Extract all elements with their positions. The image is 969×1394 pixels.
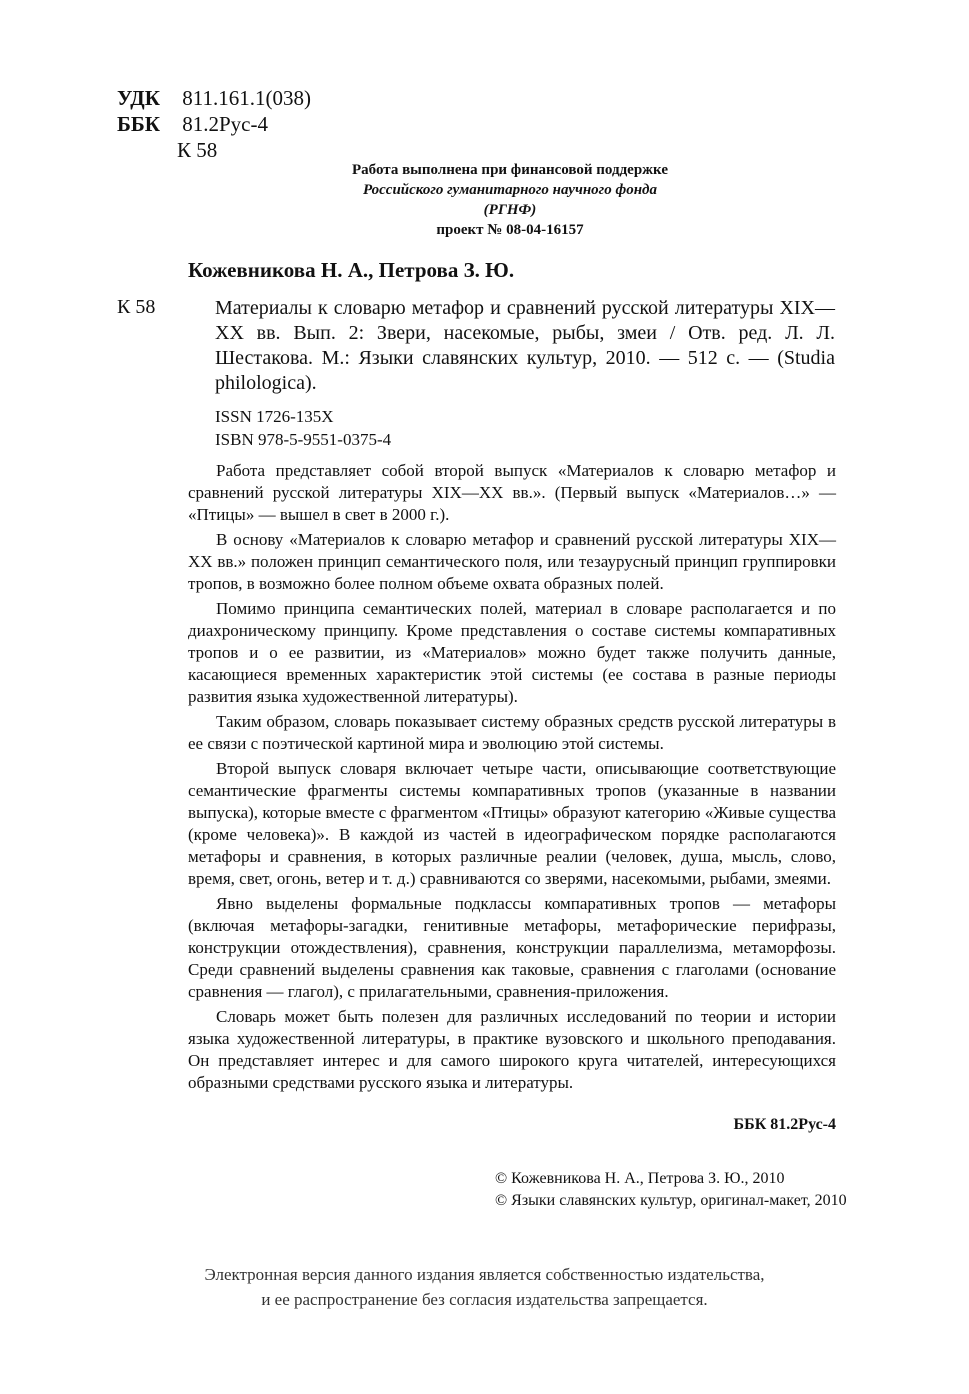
bbk-row (117, 112, 268, 137)
funding-line-1: Работа выполнена при финансовой поддержке (352, 162, 668, 178)
authors-heading: Кожевникова Н. А., Петрова З. Ю. (188, 258, 515, 282)
bbk-value: 81.2Рус-4 (182, 112, 268, 136)
abstract-paragraph: Работа представляет собой второй выпуск «Материалов к словарю метафор и сравнений русской литературы XIX—XX вв.». (Первый выпуск «Материалов…» — «Птицы» — вышел в свет в 2000 г.). (188, 461, 836, 524)
k-code-value: К 58 (177, 138, 218, 162)
electronic-version-note (100, 1262, 869, 1312)
udk-label: УДК (117, 86, 160, 110)
abstract-paragraph: Помимо принципа семантических полей, материал в словаре располагается и по диахроническому принципу. Кроме представления о составе системы компаративных тропов и о ее развитии, из «Материалов» можно будет также получить данные, касающиеся временных характеристик этой системы (ее состава в разные периоды развития языка художественной литературы). (188, 599, 836, 706)
funding-line-4: проект № 08-04-16157 (436, 222, 584, 238)
funding-note (300, 160, 720, 240)
copyright-line-2: © Языки славянских культур, оригинал-макет, 2010 (495, 1192, 847, 1209)
abstract-paragraph: Второй выпуск словаря включает четыре части, описывающие соответствующие семантические фрагменты системы компаративных тропов (указанные в названии выпуска), которые вместе с фрагментом «Птицы» образуют категорию «Живые существа (кроме человека)». В каждой из частей в идеографическом порядке располагаются метафоры и сравнения, в которых различные реалии (человек, душа, мысль, слово, время, свет, огонь, ветер и т. д.) сравниваются со зверями, насекомыми, рыбами, змеями. (188, 759, 836, 888)
bibliographic-description: Материалы к словарю метафор и сравнений русской литературы XIX—XX вв. Вып. 2: Звери, насекомые, рыбы, змеи / Отв. ред. Л. Л. Шестакова. М.: Языки славянских культур, 2010. — 512 с. — (Studia philologica). (215, 297, 835, 394)
bbk-code-bottom: ББК 81.2Рус-4 (733, 1116, 836, 1133)
udk-value: 811.161.1(038) (182, 86, 311, 110)
k-code-row (177, 138, 217, 163)
funding-line-3: (РГНФ) (483, 202, 537, 218)
funding-line-2: Российского гуманитарного научного фонда (363, 182, 657, 198)
abstract-paragraph: В основу «Материалов к словарю метафор и сравнений русской литературы XIX—XX вв.» положен принцип семантического поля, или тезаурусный принцип группировки тропов, в возможно более полном объеме охвата образных полей. (188, 530, 836, 593)
footer-line-2: и ее распространение без согласия издательства запрещается. (261, 1290, 708, 1309)
isbn: ISBN 978-5-9551-0375-4 (215, 430, 392, 449)
copyright-line-1: © Кожевникова Н. А., Петрова З. Ю., 2010 (495, 1170, 785, 1187)
issn: ISSN 1726-135X (215, 407, 334, 426)
abstract (188, 460, 836, 1097)
abstract-paragraph: Таким образом, словарь показывает систему образных средств русской литературы в ее связи с поэтической картиной мира и эволюцию этой системы. (188, 712, 836, 753)
footer-line-1: Электронная версия данного издания является собственностью издательства, (204, 1265, 765, 1284)
udk-row (117, 86, 311, 111)
abstract-paragraph: Явно выделены формальные подклассы компаративных тропов — метафоры (включая метафоры-загадки, генитивные метафоры, метафорические перифразы, конструкции отождествления), сравнения, конструкции параллелизма, метаморфозы. Среди сравнений выделены сравнения как таковые, сравнения с глаголами (основание сравнения — глагол), с прилагательными, сравнения-приложения. (188, 894, 836, 1001)
bbk-label: ББК (117, 112, 160, 136)
abstract-paragraph: Словарь может быть полезен для различных исследований по теории и истории языка художественной литературы, в практике вузовского и школьного преподавания. Он представляет интерес и для самого широкого круга читателей, интересующихся образными средствами русского языка и литературы. (188, 1007, 836, 1092)
copyright-block (495, 1168, 847, 1212)
catalog-code: К 58 (117, 296, 156, 318)
